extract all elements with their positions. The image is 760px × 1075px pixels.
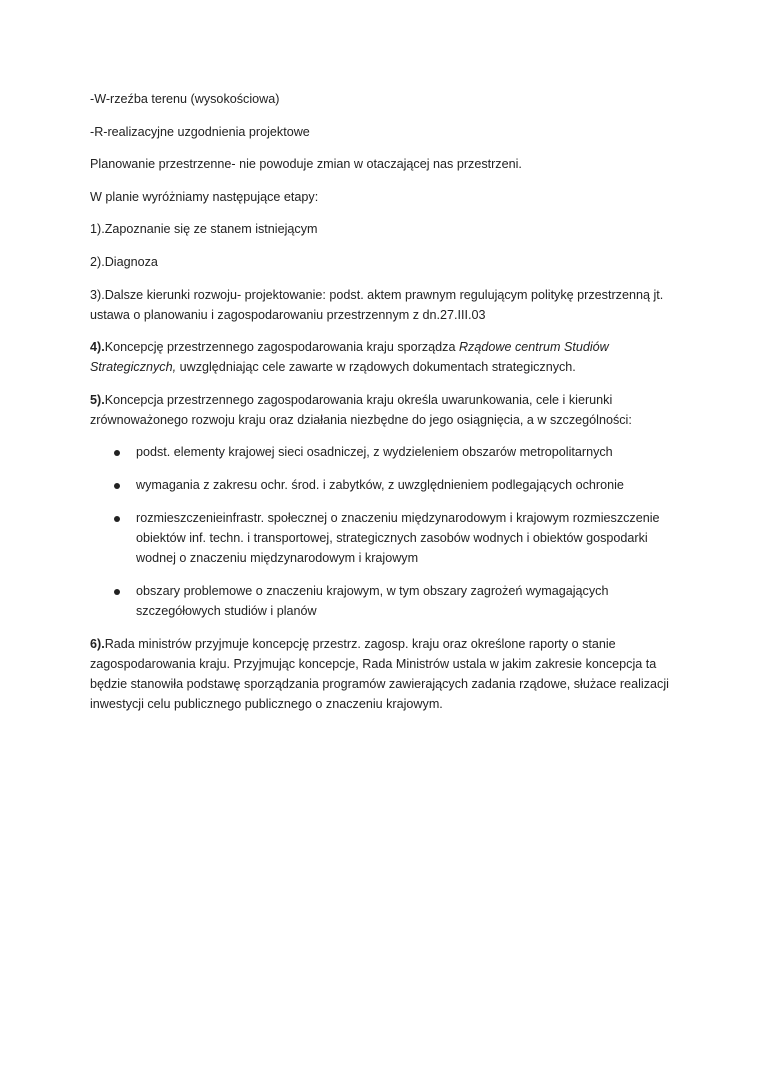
bullet-text: rozmieszczenieinfrastr. społecznej o znaczeniu międzynarodowym i krajowym rozmieszczenie obiektów inf. techn. i transportowej, strategicznych zasobów wodnych i obiektów gospodarki wodnej o znaczeniu międzynarodowym i krajowym <box>136 510 660 565</box>
bullet-item <box>90 442 680 462</box>
line-r-realizacyjne: -R-realizacyjne uzgodnienia projektowe <box>90 124 310 139</box>
paragraph-5 <box>90 390 680 430</box>
stage-3: 3).Dalsze kierunki rozwoju- projektowanie: podst. aktem prawnym regulującym politykę przestrzenną jt. ustawa o planowaniu i zagospodarowaniu przestrzennym z dn.27.III.03 <box>90 287 664 322</box>
paragraph-6 <box>90 634 680 714</box>
bullet-item <box>90 581 680 621</box>
line-planowanie: Planowanie przestrzenne- nie powoduje zmian w otaczającej nas przestrzeni. <box>90 157 522 172</box>
bullet-text: wymagania z zakresu ochr. środ. i zabytków, z uwzględnieniem podlegających ochronie <box>136 477 624 492</box>
line-etapy-intro: W planie wyróżniamy następujące etapy: <box>90 189 319 204</box>
bullet-dot-icon <box>114 483 120 489</box>
document-page <box>90 89 680 726</box>
paragraph-4-text-b: uwzględniając cele zawarte w rządowych dokumentach strategicznych. <box>176 360 576 375</box>
bullet-dot-icon <box>114 450 120 456</box>
paragraph-6-number: 6). <box>90 636 105 651</box>
stage-2: 2).Diagnoza <box>90 254 158 269</box>
bullet-list <box>90 442 680 621</box>
paragraph-4-text-a: Koncepcję przestrzennego zagospodarowania kraju sporządza <box>104 340 459 355</box>
paragraph-5-text: Koncepcja przestrzennego zagospodarowania kraju określa uwarunkowania, cele i kierunki zrównoważonego rozwoju kraju oraz działania niezbędne do jego osiągnięcia, a w szczególności: <box>90 392 632 427</box>
paragraph-5-number: 5). <box>90 392 105 407</box>
bullet-dot-icon <box>114 589 120 595</box>
paragraph-4 <box>90 337 680 377</box>
line-w-rzezba: -W-rzeźba terenu (wysokościowa) <box>90 92 280 106</box>
paragraph-4-italic: Rządowe centrum Studiów Strategicznych, <box>90 340 609 375</box>
bullet-item <box>90 508 680 568</box>
stage-1: 1).Zapoznanie się ze stanem istniejącym <box>90 222 318 237</box>
bullet-dot-icon <box>114 516 120 522</box>
bullet-text: obszary problemowe o znaczeniu krajowym, w tym obszary zagrożeń wymagających szczegółowych studiów i planów <box>136 583 609 618</box>
bullet-item <box>90 475 680 495</box>
bullet-text: podst. elementy krajowej sieci osadniczej, z wydzieleniem obszarów metropolitarnych <box>136 444 613 459</box>
paragraph-4-number: 4). <box>90 340 105 355</box>
paragraph-6-text: Rada ministrów przyjmuje koncepcję przestrz. zagosp. kraju oraz określone raporty o stanie zagospodarowania kraju. Przyjmując koncepcje, Rada Ministrów ustala w jakim zakresie koncepcja ta będzie stanowiła podstawę sporządzania programów zawierających zadania rządowe, służace realizacji inwestycji celu publicznego publicznego o znaczeniu krajowym. <box>90 636 669 711</box>
